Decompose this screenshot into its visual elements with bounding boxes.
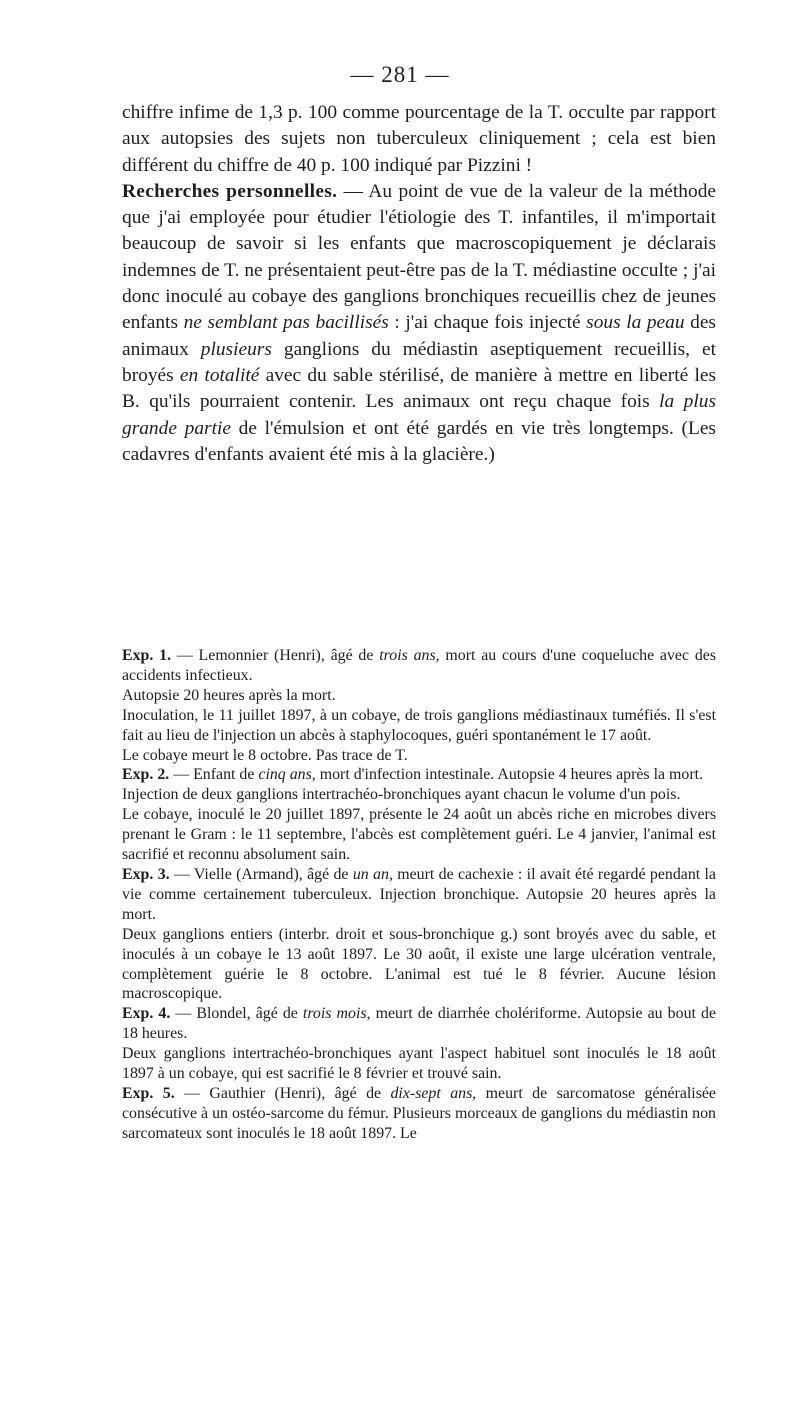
experiment-3-line: Deux ganglions entiers (interbr. droit et sous-bronchique g.) sont broyés avec du sable, et inoculés à un cobaye le 13 août 1897. Le 30 août, il existe une large ulcération ventrale, complètement guérie le 8 octobre. L'animal est tué le 8 février. Aucune lésion macroscopique.: [122, 925, 716, 1003]
experiment-1-line: Inoculation, le 11 juillet 1897, à un cobaye, de trois ganglions médiastinaux tuméfiés. Il s'est fait au lieu de l'injection un abcès à staphylocoques, guéri spontanément le 17 août.: [122, 706, 716, 744]
experiments-notes: [122, 646, 716, 1144]
experiment-5-header: Exp. 5. — Gauthier (Henri), âgé de dix-sept ans, meurt de sarcomatose généralisée consécutive à un ostéo-sarcome du fémur. Plusieurs morceaux de ganglions du médiastin non sarcomateux sont inoculés le 18 août 1897. Le: [122, 1084, 716, 1142]
experiment-1-header: Exp. 1. — Lemonnier (Henri), âgé de trois ans, mort au cours d'une coqueluche avec des accidents infectieux.: [122, 647, 716, 684]
experiment-4-header: Exp. 4. — Blondel, âgé de trois mois, meurt de diarrhée cholériforme. Autopsie au bout de 18 heures.: [122, 1005, 716, 1043]
experiment-1-line: Autopsie 20 heures après la mort.: [122, 686, 336, 704]
page-number: — 281 —: [350, 62, 450, 87]
experiment-3-header: Exp. 3. — Vielle (Armand), âgé de un an, meurt de cachexie : il avait été regardé pendant la vie comme certainement tuberculeux. Injection bronchique. Autopsie 20 heures après la mort.: [122, 865, 716, 923]
paragraph-intro: chiffre infime de 1,3 p. 100 comme pourcentage de la T. occulte par rapport aux autopsies des sujets non tuberculeux cliniquement ; cela est bien différent du chiffre de 40 p. 100 indiqué par Pizzini !: [122, 102, 716, 176]
experiment-2-line: Injection de deux ganglions intertrachéo-bronchiques ayant chacun le volume d'un pois.: [122, 786, 681, 804]
experiment-4-line: Deux ganglions intertrachéo-bronchiques ayant l'aspect habituel sont inoculés le 18 août 1897 à un cobaye, qui est sacrifié le 8 février et trouvé sain.: [122, 1045, 716, 1083]
experiment-2-line: Le cobaye, inoculé le 20 juillet 1897, présente le 24 août un abcès riche en microbes divers prenant le Gram : le 11 septembre, l'abcès est complètement guéri. Le 4 janvier, l'animal est sacrifié et reconnu absolument sain.: [122, 806, 716, 864]
main-text: [122, 100, 716, 468]
paragraph-research: Recherches personnelles. — Au point de vue de la valeur de la méthode que j'ai employée pour étudier l'étiologie des T. infantiles, il m'importait beaucoup de savoir si les enfants que macroscopiquement je déclarais indemnes de T. ne présentaient peut-être pas de la T. médiastine occulte ; j'ai donc inoculé au cobaye des ganglions bronchiques recueillis chez de jeunes enfants ne semblant pas bacillisés : j'ai chaque fois injecté sous la peau des animaux plusieurs ganglions du médiastin aseptiquement recueillis, et broyés en totalité avec du sable stérilisé, de manière à mettre en liberté les B. qu'ils pourraient contenir. Les animaux ont reçu chaque fois la plus grande partie de l'émulsion et ont été gardés en vie très longtemps. (Les cadavres d'enfants avaient été mis à la glacière.): [122, 180, 716, 465]
section-heading: Recherches personnelles.: [122, 180, 338, 202]
experiment-1-line: Le cobaye meurt le 8 octobre. Pas trace de T.: [122, 746, 408, 764]
experiment-2-header: Exp. 2. — Enfant de cinq ans, mort d'infection intestinale. Autopsie 4 heures après la mort.: [122, 766, 704, 784]
